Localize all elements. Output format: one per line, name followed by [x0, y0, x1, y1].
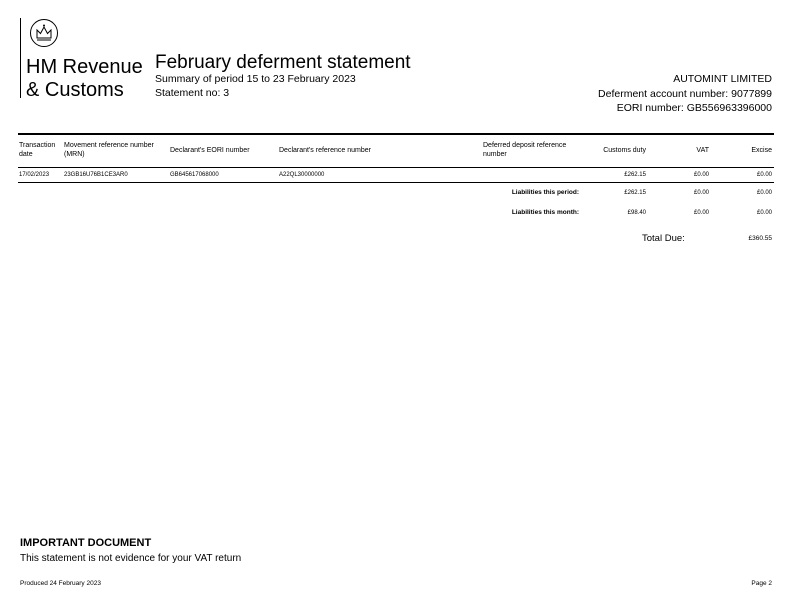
crown-crest-icon — [28, 18, 60, 48]
col-header-customs-duty: Customs duty — [603, 147, 646, 154]
liabilities-month-customs: £98.40 — [627, 210, 646, 216]
important-document-heading: IMPORTANT DOCUMENT — [20, 537, 152, 549]
page-number: Page 2 — [751, 580, 772, 587]
liabilities-month-vat: £0.00 — [693, 210, 709, 216]
cell-declarant-ref: A22QL30000000 — [279, 172, 325, 178]
produced-date: Produced 24 February 2023 — [20, 580, 101, 587]
vat-disclaimer: This statement is not evidence for your VAT return — [20, 553, 242, 564]
table-header-rule — [18, 167, 774, 168]
col-header-mrn: Movement reference number (MRN) — [64, 142, 154, 158]
logo-divider — [20, 18, 21, 98]
cell-declarant-eori: GB645617068000 — [170, 172, 219, 178]
col-header-declarant-eori: Declarant's EORI number — [170, 147, 250, 154]
org-name — [26, 56, 143, 102]
liabilities-period-customs: £262.15 — [624, 190, 646, 196]
liabilities-period-label: Liabilities this period: — [511, 189, 579, 196]
cell-customs-duty: £262.15 — [624, 172, 646, 178]
col-header-transaction-date: Transaction date — [19, 142, 56, 158]
org-name-line2: & Customs — [26, 79, 124, 101]
table-row-rule — [18, 182, 774, 183]
table-top-rule — [18, 133, 774, 135]
cell-vat: £0.00 — [693, 172, 709, 178]
account-info — [598, 72, 772, 116]
statement-number: Statement no: 3 — [155, 87, 230, 99]
company-name: AUTOMINT LIMITED — [673, 73, 772, 85]
total-due-label: Total Due: — [642, 233, 685, 244]
liabilities-month-excise: £0.00 — [756, 210, 772, 216]
total-due-value: £360.55 — [748, 235, 772, 242]
liabilities-period-excise: £0.00 — [756, 190, 772, 196]
org-name-line1: HM Revenue — [26, 56, 143, 78]
liabilities-period-vat: £0.00 — [693, 190, 709, 196]
page-title: February deferment statement — [155, 52, 411, 73]
col-header-vat: VAT — [696, 147, 709, 154]
col-header-declarant-ref: Declarant's reference number — [279, 147, 371, 154]
col-header-deferred-deposit-ref: Deferred deposit reference number — [483, 142, 567, 158]
cell-transaction-date: 17/02/2023 — [19, 172, 50, 178]
liabilities-month-label: Liabilities this month: — [511, 209, 579, 216]
cell-mrn: 23GB16U76B1CE3AR0 — [64, 172, 128, 178]
cell-excise: £0.00 — [756, 172, 772, 178]
deferment-account-number: Deferment account number: 9077899 — [598, 87, 772, 100]
eori-number: EORI number: GB556963396000 — [616, 102, 772, 114]
col-header-excise: Excise — [751, 147, 772, 154]
statement-period: Summary of period 15 to 23 February 2023 — [155, 73, 356, 85]
